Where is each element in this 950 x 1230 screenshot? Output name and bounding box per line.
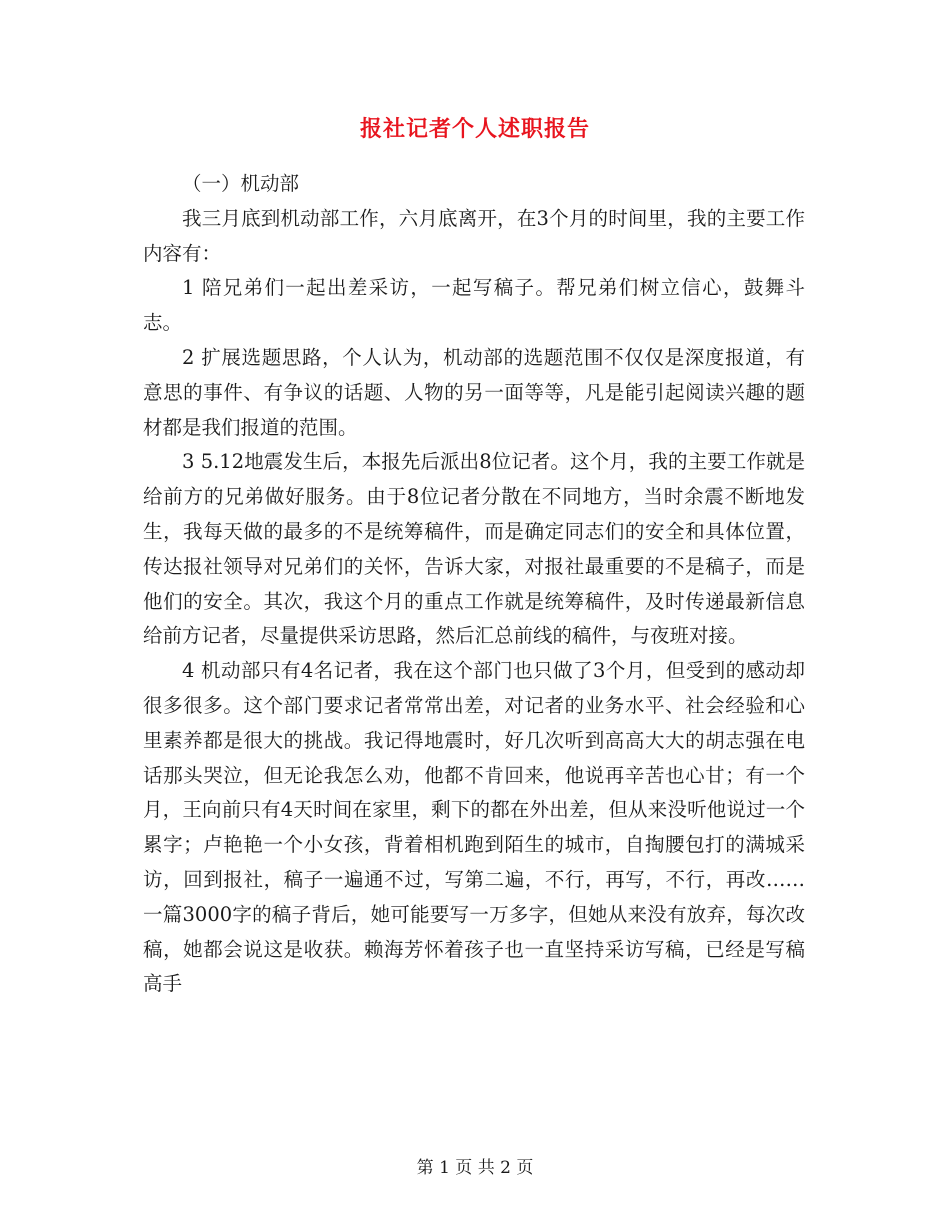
page-footer (0, 1153, 950, 1178)
paragraph-item-3: 3 5.12地震发生后，本报先后派出8位记者。这个月，我的主要工作就是给前方的兄弟做好服务。由于8位记者分散在不同地方，当时余震不断地发生，我每天做的最多的不是统筹稿件，而是确定同志们的安全和具体位置，传达报社领导对兄弟们的关怀，告诉大家，对报社最重要的不是稿子，而是他们的安全。其次，我这个月的重点工作就是统筹稿件，及时传递最新信息给前方记者，尽量提供采访思路，然后汇总前线的稿件，与夜班对接。 (143, 450, 805, 648)
paragraph-item-1: 1 陪兄弟们一起出差采访，一起写稿子。帮兄弟们树立信心，鼓舞斗志。 (143, 276, 805, 335)
page-number-label: 第 1 页 共 2 页 (416, 1158, 534, 1178)
paragraph-intro: 我三月底到机动部工作，六月底离开，在3个月的时间里，我的主要工作内容有： (143, 206, 805, 265)
paragraph-item-2: 2 扩展选题思路，个人认为，机动部的选题范围不仅仅是深度报道，有意思的事件、有争议的话题、人物的另一面等等，凡是能引起阅读兴趣的题材都是我们报道的范围。 (143, 345, 805, 439)
document-title: 报社记者个人述职报告 (359, 116, 590, 142)
section-heading: （一）机动部 (182, 172, 300, 195)
document-body (143, 167, 805, 1002)
paragraph-item-4: 4 机动部只有4名记者，我在这个部门也只做了3个月，但受到的感动却很多很多。这个部门要求记者常常出差，对记者的业务水平、社会经验和心里素养都是很大的挑战。我记得地震时，好几次听到高高大大的胡志强在电话那头哭泣，但无论我怎么劝，他都不肯回来，他说再辛苦也心甘；有一个月，王向前只有4天时间在家里，剩下的都在外出差，但从来没听他说过一个累字；卢艳艳一个小女孩，背着相机跑到陌生的城市，自掏腰包打的满城采访，回到报社，稿子一遍通不过，写第二遍，不行，再写，不行，再改……一篇3000字的稿子背后，她可能要写一万多字，但她从来没有放弃，每次改稿，她都会说这是收获。赖海芳怀着孩子也一直坚持采访写稿，已经是写稿高手 (143, 659, 805, 996)
